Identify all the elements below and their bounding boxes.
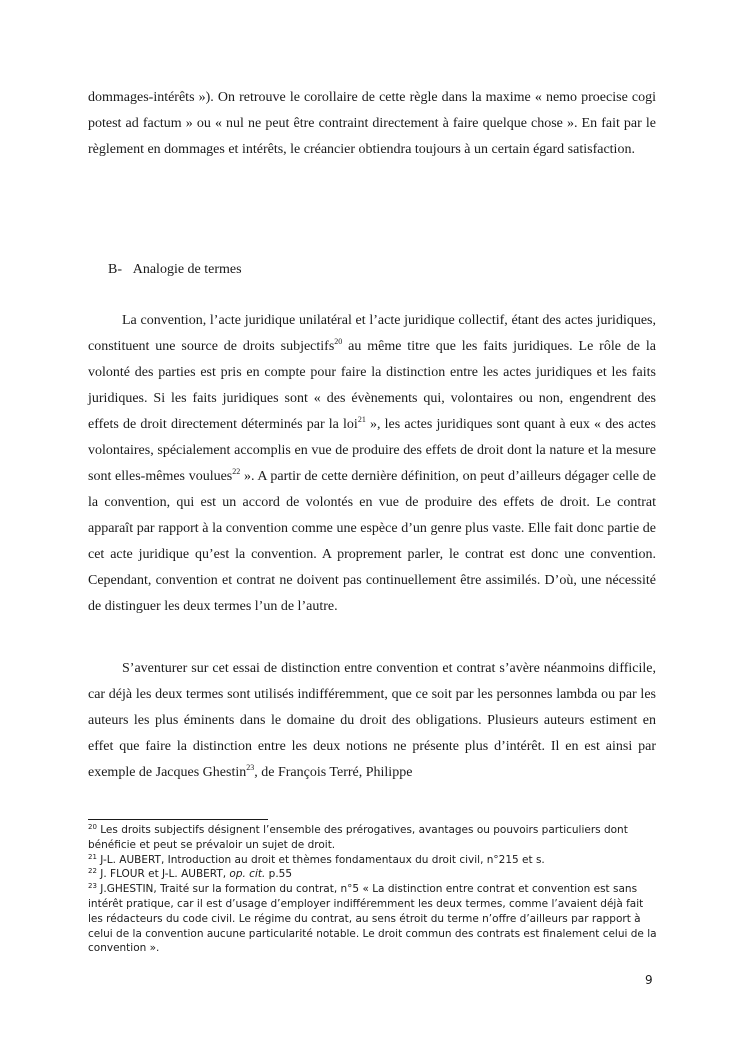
footnote-number: 21 (88, 852, 97, 861)
paragraph-text: S’aventurer sur cet essai de distinction entre convention et contrat s’avère néanmoins difficile, car déjà les deux termes sont utilisés indifféremment, que ce soit par les personnes lambda ou par les auteurs les plus éminents dans le domaine du droit des obligations. Plusieurs auteurs estiment en effet que faire la distinction entre les deux notions ne présente plus d’intérêt. Il en est ainsi par exemple de Jacques Ghestin (88, 661, 656, 780)
paragraph-text: au même titre que les faits juridiques. Le rôle de la volonté des parties est pris en compte pour faire la distinction entre les actes juridiques et les faits juridiques. Si les faits juridiques sont « des évènements qui, volontaires ou non, engendrent des effets de droit directement déterminés par la loi (88, 339, 656, 432)
paragraph-text: La convention, l’acte juridique unilatéral et l’acte juridique collectif, étant des actes juridiques, constituent une source de droits subjectifs (88, 313, 656, 354)
footnote-ref-21: 21 (357, 415, 366, 424)
footnote-number: 23 (88, 882, 97, 891)
footnote-italic: op. cit. (229, 868, 266, 881)
footnote-text: p.55 (265, 868, 293, 881)
footnote-text: J.GHESTIN, Traité sur la formation du contrat, n°5 « La distinction entre contrat et convention est sans intérêt pratique, car il est d’usage d’employer indifféremment les deux termes, comme l’avaient déjà fait les rédacteurs du code civil. Le régime du contrat, au sens étroit du terme n’offre d’ailleurs par rapport à celui de la convention aucune particularité notable. Le droit commun des contrats est finalement celui de la convention ». (88, 883, 657, 955)
footnote-ref-20: 20 (334, 337, 343, 346)
section-heading-marker: B- (108, 262, 122, 277)
section-heading-title: Analogie de termes (132, 262, 242, 277)
page-number: 9 (645, 973, 653, 987)
footnote-number: 22 (88, 867, 97, 876)
footnote-separator (88, 819, 268, 820)
footnotes (88, 823, 658, 956)
footnote-text: J. FLOUR et J-L. AUBERT, (96, 868, 230, 881)
paragraph-continuation: dommages-intérêts »). On retrouve le corollaire de cette règle dans la maxime « nemo proecise cogi potest ad factum » ou « nul ne peut être contraint directement à faire quelque chose ». En fait par le règlement en dommages et intérêts, le créancier obtiendra toujours à un certain égard satisfaction. (88, 90, 656, 157)
footnote-text: J-L. AUBERT, Introduction au droit et thèmes fondamentaux du droit civil, n°215 et s. (96, 853, 545, 866)
footnote-22 (88, 867, 658, 882)
paragraph-text: ». A partir de cette dernière définition, on peut d’ailleurs dégager celle de la convention, qui est un accord de volontés en vue de produire des effets de droit. Le contrat apparaît par rapport à la convention comme une espèce d’un genre plus vaste. Elle fait donc partie de cet acte juridique qu’est la convention. A proprement parler, le contrat est donc une convention. Cependant, convention et contrat ne doivent pas continuellement être assimilés. D’où, une nécessité de distinguer les deux termes l’un de l’autre. (88, 469, 656, 614)
paragraph-distinction (88, 656, 656, 786)
paragraph-convention-definition (88, 308, 656, 620)
section-heading (108, 259, 242, 281)
paragraph-text: », les actes juridiques sont quant à eux « des actes volontaires, spécialement accomplis en vue de produire des effets de droit dont la nature et la mesure sont elles-mêmes voulues (88, 417, 656, 484)
footnote-23 (88, 882, 658, 956)
footnote-ref-23: 23 (246, 763, 255, 772)
footnote-21 (88, 853, 658, 868)
footnote-ref-22: 22 (232, 467, 241, 476)
footnote-text: Les droits subjectifs désignent l’ensemble des prérogatives, avantages ou pouvoirs particuliers dont bénéficie et peut se prévaloir un sujet de droit. (88, 824, 628, 851)
footnote-20 (88, 823, 658, 853)
footnote-number: 20 (88, 823, 97, 831)
paragraph-text: , de François Terré, Philippe (254, 765, 413, 780)
